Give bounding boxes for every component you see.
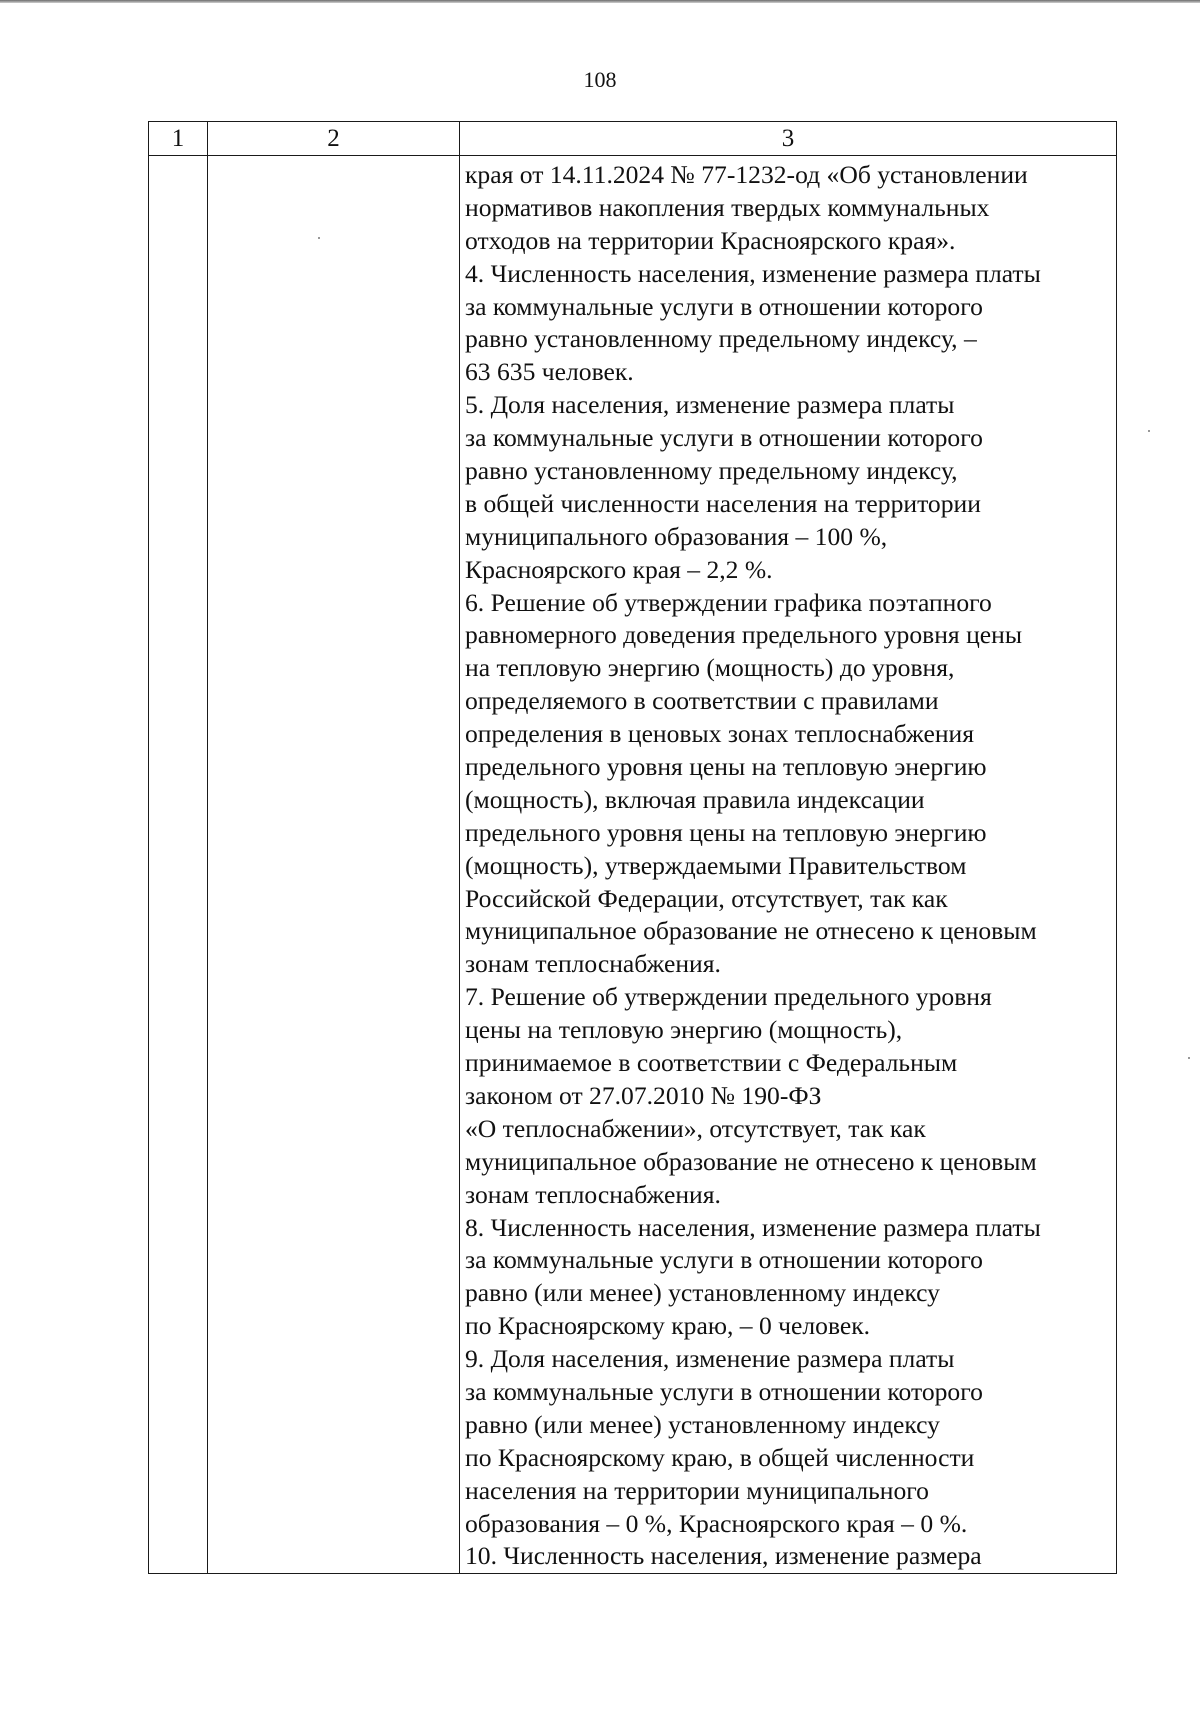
text-line: «О теплоснабжении», отсутствует, так как xyxy=(465,1113,926,1143)
text-line: 9. Доля населения, изменение размера платы xyxy=(465,1344,955,1374)
text-line: 6. Решение об утверждении графика поэтапного xyxy=(465,587,992,617)
text-line: 63 635 человек. xyxy=(465,357,634,387)
text-line: на тепловую энергию (мощность) до уровня, xyxy=(465,653,955,683)
column-header-3: 3 xyxy=(460,122,1117,156)
text-line: нормативов накопления твердых коммунальных xyxy=(465,192,990,222)
text-line: равно установленному предельному индексу, xyxy=(465,456,958,486)
text-line: края от 14.11.2024 № 77-1232-од «Об установлении xyxy=(465,160,1028,189)
text-line: равно (или менее) установленному индексу xyxy=(465,1278,940,1308)
text-line: за коммунальные услуги в отношении которого xyxy=(465,1245,983,1275)
text-line: 5. Доля населения, изменение размера платы xyxy=(465,390,955,420)
text-line: 7. Решение об утверждении предельного уровня xyxy=(465,982,992,1012)
table-header-row xyxy=(149,122,1117,156)
text-line: зонам теплоснабжения. xyxy=(465,1179,721,1209)
text-line: 4. Численность населения, изменение размера платы xyxy=(465,258,1041,288)
text-line: по Красноярскому краю, в общей численности xyxy=(465,1442,975,1472)
column-header-2: 2 xyxy=(208,122,460,156)
text-line: муниципального образования – 100 %, xyxy=(465,521,888,551)
text-line: определяемого в соответствии с правилами xyxy=(465,686,939,716)
text-line: предельного уровня цены на тепловую энергию xyxy=(465,817,987,847)
text-line: равномерного доведения предельного уровня цены xyxy=(465,620,1023,650)
text-line: цены на тепловую энергию (мощность), xyxy=(465,1015,903,1045)
page-number: 108 xyxy=(583,67,617,92)
text-line: Красноярского края – 2,2 %. xyxy=(465,554,773,584)
text-line: за коммунальные услуги в отношении которого xyxy=(465,423,983,453)
text-line: принимаемое в соответствии с Федеральным xyxy=(465,1048,958,1078)
text-line: Российской Федерации, отсутствует, так как xyxy=(465,883,948,913)
text-line: населения на территории муниципального xyxy=(465,1475,929,1505)
text-line: равно установленному предельному индексу, – xyxy=(465,324,977,354)
text-line: определения в ценовых зонах теплоснабжения xyxy=(465,719,975,749)
scan-speck xyxy=(1148,430,1150,432)
column-3-cell xyxy=(460,156,1117,1574)
scan-speck xyxy=(1188,1057,1190,1059)
text-line: за коммунальные услуги в отношении которого xyxy=(465,291,983,321)
text-line: муниципальное образование не отнесено к ценовым xyxy=(465,1146,1037,1176)
text-line: по Красноярскому краю, – 0 человек. xyxy=(465,1311,871,1341)
text-line: в общей численности населения на территории xyxy=(465,488,981,518)
table-row xyxy=(149,156,1117,1574)
text-line: законом от 27.07.2010 № 190-ФЗ xyxy=(465,1080,822,1110)
text-line: равно (или менее) установленному индексу xyxy=(465,1409,940,1439)
scan-speck xyxy=(318,237,320,239)
text-line: предельного уровня цены на тепловую энергию xyxy=(465,752,987,782)
text-line: образования – 0 %, Красноярского края – 0 %. xyxy=(465,1508,968,1538)
text-line: 10. Численность населения, изменение размера xyxy=(465,1541,982,1571)
text-line: зонам теплоснабжения. xyxy=(465,949,721,979)
text-line: муниципальное образование не отнесено к ценовым xyxy=(465,916,1037,946)
text-line: (мощность), включая правила индексации xyxy=(465,784,925,814)
column-1-cell xyxy=(149,156,208,1574)
text-line: отходов на территории Красноярского края». xyxy=(465,225,956,255)
text-line: 8. Численность населения, изменение размера платы xyxy=(465,1212,1041,1242)
scan-top-edge xyxy=(0,0,1200,3)
document-table xyxy=(148,121,1117,1574)
column-header-1: 1 xyxy=(149,122,208,156)
text-line: за коммунальные услуги в отношении которого xyxy=(465,1376,983,1406)
column-2-cell xyxy=(208,156,460,1574)
text-line: (мощность), утверждаемыми Правительством xyxy=(465,850,967,880)
